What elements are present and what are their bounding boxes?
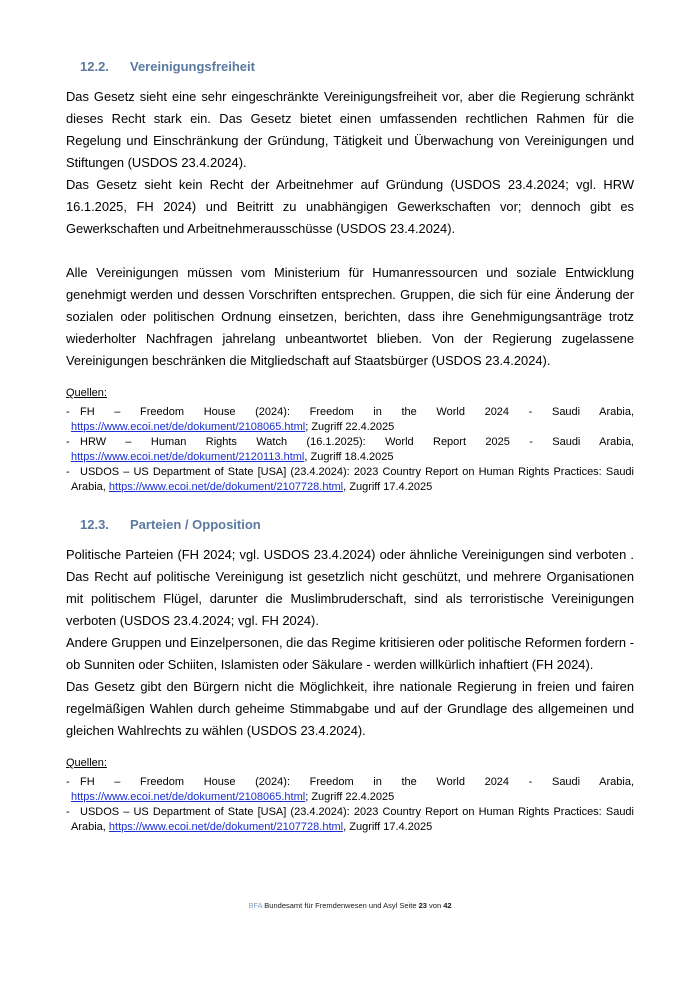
- paragraph: Das Gesetz sieht eine sehr eingeschränkte Vereinigungsfreiheit vor, aber die Regierung schränkt dieses Recht stark ein. Das Gesetz bietet einen umfassenden rechtlichen Rahmen für die Regelung und Einschränkung der Gründung, Tätigkeit und Überwachung von Vereinigungen und Stiftungen (USDOS 23.4.2024).: [66, 89, 634, 170]
- source-link[interactable]: https://www.ecoi.net/de/dokument/2107728.html: [108, 481, 344, 493]
- section-heading: [66, 58, 634, 76]
- sources-label: Quellen:: [66, 757, 107, 769]
- source-text: USDOS – US Department of State [USA] (23.4.2024): 2023 Country Report on Human Rights Practices: Saudi Arabia,: [71, 466, 634, 493]
- source-dash: -: [66, 436, 70, 448]
- source-suffix: ; Zugriff 22.4.2025: [305, 791, 395, 803]
- source-link[interactable]: https://www.ecoi.net/de/dokument/2108065.html: [71, 791, 306, 803]
- section-number: 12.3.: [80, 517, 109, 532]
- footer-org: Bundesamt für Fremdenwesen und Asyl: [264, 901, 398, 910]
- source-text: HRW – Human Rights Watch (16.1.2025): World Report 2025 - Saudi Arabia,: [80, 436, 634, 448]
- footer-page-total: 42: [443, 901, 452, 910]
- page-content: [66, 58, 634, 835]
- paragraph: Das Gesetz sieht kein Recht der Arbeitnehmer auf Gründung (USDOS 23.4.2024; vgl. HRW 16.1.2025, FH 2024) und Beitritt zu unabhängigen Gewerkschaften vor; dennoch gibt es Gewerkschaften und Arbeitnehmerausschüsse (USDOS 23.4.2024).: [66, 177, 634, 236]
- page-footer: [0, 901, 700, 911]
- paragraph: Das Gesetz gibt den Bürgern nicht die Möglichkeit, ihre nationale Regierung in freien und fairen regelmäßigen Wahlen durch geheime Stimmabgabe und auf der Grundlage des allgemeinen und gleichen Wahlrechts zu wählen (USDOS 23.4.2024).: [66, 679, 634, 738]
- source-dash: -: [66, 466, 70, 478]
- source-dash: -: [66, 776, 70, 788]
- footer-page-number: 23: [418, 901, 427, 910]
- source-suffix: ; Zugriff 22.4.2025: [305, 421, 395, 433]
- source-item: [66, 405, 634, 435]
- section-title: Parteien / Opposition: [130, 517, 261, 532]
- source-link[interactable]: https://www.ecoi.net/de/dokument/2120113.html: [71, 451, 305, 463]
- sources-list: [66, 405, 634, 495]
- footer-of-word: von: [429, 901, 442, 910]
- sources-list: [66, 775, 634, 835]
- footer-page-word: Seite: [399, 901, 417, 910]
- bfa-logo: BFA: [248, 901, 263, 910]
- source-text: FH – Freedom House (2024): Freedom in the World 2024 - Saudi Arabia,: [80, 406, 634, 418]
- source-item: [66, 435, 634, 465]
- source-item: [66, 775, 634, 805]
- section-parteien-opposition: [66, 516, 634, 835]
- source-dash: -: [66, 806, 70, 818]
- source-suffix: , Zugriff 18.4.2025: [304, 451, 394, 463]
- paragraph: Politische Parteien (FH 2024; vgl. USDOS 23.4.2024) oder ähnliche Vereinigungen sind verboten . Das Recht auf politische Vereinigung ist gesetzlich nicht geschützt, und mehrere Organisationen mit politischem Flügel, darunter die Muslimbruderschaft, sind als terroristische Vereinigungen verboten (USDOS 23.4.2024; vgl. FH 2024).: [66, 547, 634, 628]
- source-item: [66, 465, 634, 495]
- section-title: Vereinigungsfreiheit: [130, 59, 255, 74]
- paragraph: Alle Vereinigungen müssen vom Ministerium für Humanressourcen und soziale Entwicklung genehmigt werden und dessen Vorschriften entsprechen. Gruppen, die sich für eine Änderung der sozialen oder politischen Ordnung einsetzen, berichten, dass ihre Genehmigungsanträge trotz wiederholter Nachfragen jahrelang unbeantwortet blieben. Von der Regierung zugelassene Vereinigungen beschränken die Mitgliedschaft auf Staatsbürger (USDOS 23.4.2024).: [66, 265, 634, 368]
- sources-label: Quellen:: [66, 387, 107, 399]
- section-number: 12.2.: [80, 59, 109, 74]
- source-dash: -: [66, 406, 70, 418]
- source-link[interactable]: https://www.ecoi.net/de/dokument/2107728.html: [108, 821, 344, 833]
- section-heading: [66, 516, 634, 534]
- source-suffix: , Zugriff 17.4.2025: [343, 821, 433, 833]
- source-item: [66, 805, 634, 835]
- section-vereinigungsfreiheit: [66, 58, 634, 495]
- source-suffix: , Zugriff 17.4.2025: [343, 481, 433, 493]
- paragraph: Andere Gruppen und Einzelpersonen, die das Regime kritisieren oder politische Reformen fordern - ob Sunniten oder Schiiten, Islamisten oder Säkulare - werden willkürlich inhaftiert (FH 2024).: [66, 635, 634, 672]
- source-text: FH – Freedom House (2024): Freedom in the World 2024 - Saudi Arabia,: [80, 776, 634, 788]
- source-link[interactable]: https://www.ecoi.net/de/dokument/2108065.html: [71, 421, 306, 433]
- source-text: USDOS – US Department of State [USA] (23.4.2024): 2023 Country Report on Human Rights Practices: Saudi Arabia,: [71, 806, 634, 833]
